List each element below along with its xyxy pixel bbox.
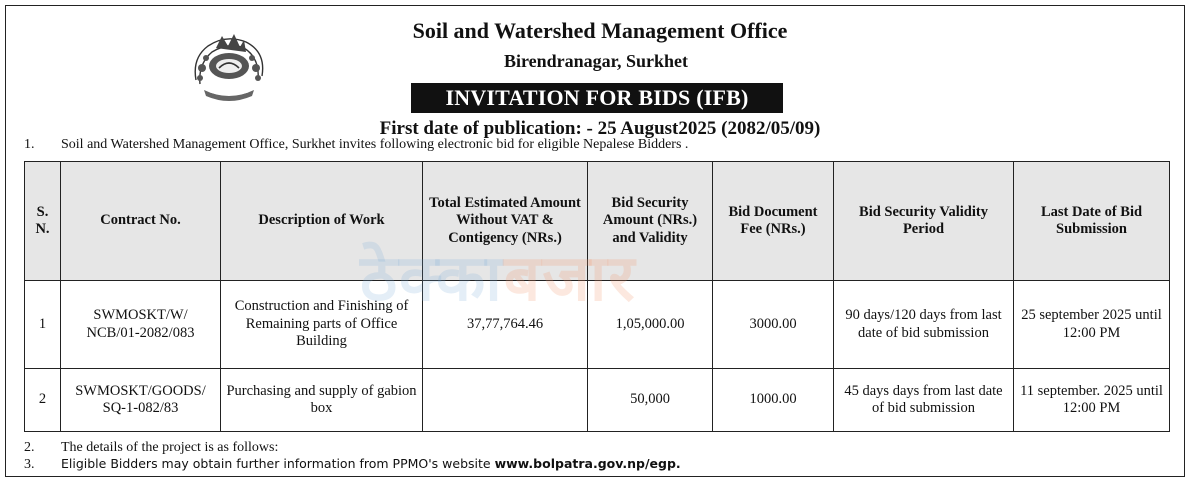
- note-3: [24, 456, 681, 473]
- cell-bid-security: 50,000: [588, 369, 713, 432]
- cell-estimated-amount: [423, 369, 588, 432]
- cell-contract: SWMOSKT/W/ NCB/01-2082/083: [61, 281, 221, 369]
- table-row: [25, 369, 1170, 432]
- bid-table: [24, 161, 1170, 432]
- note-2: [24, 440, 278, 456]
- cell-sn: 1: [25, 281, 61, 369]
- note-3-number: 3.: [24, 457, 35, 472]
- header-deadline: Last Date of Bid Submission: [1014, 162, 1170, 281]
- note-1-text: Soil and Watershed Management Office, Surkhet invites following electronic bid for eligible Nepalese Bidders .: [61, 137, 689, 152]
- header-contract: Contract No.: [61, 162, 221, 281]
- cell-document-fee: 3000.00: [713, 281, 834, 369]
- cell-deadline: 11 september. 2025 until 12:00 PM: [1014, 369, 1170, 432]
- note-1: [24, 137, 688, 153]
- note-2-text: The details of the project is as follows:: [61, 440, 279, 455]
- publication-date: First date of publication: - 25 August2025 (2082/05/09): [379, 118, 821, 139]
- header-document-fee: Bid Document Fee (NRs.): [713, 162, 834, 281]
- note-1-number: 1.: [24, 137, 35, 152]
- header-description: Description of Work: [221, 162, 423, 281]
- ppmo-website-link[interactable]: www.bolpatra.gov.np/egp.: [494, 456, 681, 471]
- cell-contract: SWMOSKT/GOODS/ SQ-1-082/83: [61, 369, 221, 432]
- table-header-row: [25, 162, 1170, 281]
- cell-sn: 2: [25, 369, 61, 432]
- cell-estimated-amount: 37,77,764.46: [423, 281, 588, 369]
- cell-deadline: 25 september 2025 until 12:00 PM: [1014, 281, 1170, 369]
- office-name: Soil and Watershed Management Office: [412, 18, 788, 43]
- cell-description: Purchasing and supply of gabion box: [221, 369, 423, 432]
- cell-document-fee: 1000.00: [713, 369, 834, 432]
- header-sn: S. N.: [25, 162, 61, 281]
- cell-description: Construction and Finishing of Remaining parts of Office Building: [221, 281, 423, 369]
- header-estimated-amount: Total Estimated Amount Without VAT & Contigency (NRs.): [423, 162, 588, 281]
- cell-validity: 45 days days from last date of bid submission: [834, 369, 1014, 432]
- cell-bid-security: 1,05,000.00: [588, 281, 713, 369]
- header-validity: Bid Security Validity Period: [834, 162, 1014, 281]
- note-2-number: 2.: [24, 440, 35, 455]
- watermark-part-1: ठेक्का: [360, 242, 504, 316]
- watermark-part-2: बजार: [503, 242, 637, 316]
- cell-validity: 90 days/120 days from last date of bid submission: [834, 281, 1014, 369]
- table-row: [25, 281, 1170, 369]
- office-location: Birendranagar, Surkhet: [503, 51, 689, 71]
- note-3-text: Eligible Bidders may obtain further information from PPMO's website: [61, 456, 495, 471]
- header-bid-security: Bid Security Amount (NRs.) and Validity: [588, 162, 713, 281]
- notice-title: INVITATION FOR BIDS (IFB): [411, 83, 783, 113]
